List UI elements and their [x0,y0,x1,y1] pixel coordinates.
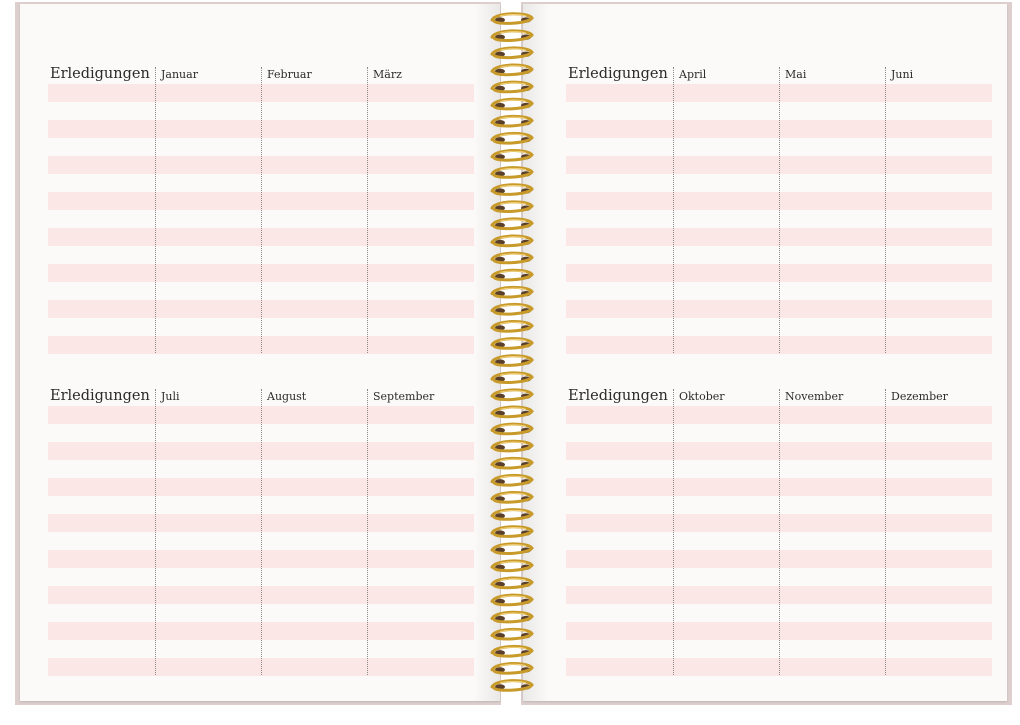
spiral-binding [486,10,536,700]
month-label: August [267,390,307,403]
column-divider [367,389,368,675]
column-divider [261,389,262,675]
planner-block-q2 [566,64,992,364]
month-label: Oktober [679,390,725,403]
spiral-ring [492,31,532,41]
spiral-ring [492,253,532,263]
spiral-ring [492,424,532,434]
spiral-ring [492,48,532,58]
spiral-ring [492,493,532,503]
spiral-ring [492,219,532,229]
month-label: Januar [161,68,198,81]
spiral-ring [492,578,532,588]
spiral-ring [492,322,532,332]
spiral-ring [492,475,532,485]
spiral-ring [492,629,532,639]
spiral-ring [492,99,532,109]
spiral-ring [492,82,532,92]
month-label: Februar [267,68,312,81]
column-divider [367,67,368,353]
spiral-ring [492,561,532,571]
month-label: November [785,390,844,403]
planner-block-q1 [48,64,474,364]
spiral-ring [492,373,532,383]
spiral-ring [492,612,532,622]
month-label: Dezember [891,390,948,403]
spiral-ring [492,527,532,537]
spiral-ring [492,65,532,75]
spiral-ring [492,510,532,520]
spiral-ring [492,544,532,554]
spiral-ring [492,356,532,366]
block-title: Erledigungen [568,66,668,82]
spiral-ring [492,133,532,143]
column-divider [673,389,674,675]
spiral-ring [492,185,532,195]
block-title: Erledigungen [50,66,150,82]
month-label: Juni [891,68,914,81]
spiral-ring [492,595,532,605]
spiral-ring [492,458,532,468]
column-divider [155,389,156,675]
spiral-ring [492,287,532,297]
column-divider [885,67,886,353]
spiral-ring [492,304,532,314]
spiral-ring [492,270,532,280]
column-divider [261,67,262,353]
month-label: April [679,68,707,81]
spiral-ring [492,407,532,417]
spiral-ring [492,664,532,674]
block-title: Erledigungen [568,388,668,404]
spiral-ring [492,202,532,212]
spiral-ring [492,168,532,178]
spiral-ring [492,681,532,691]
column-divider [885,389,886,675]
planner-block-q3 [48,386,474,686]
column-divider [779,67,780,353]
month-label: Juli [161,390,180,403]
planner-block-q4 [566,386,992,686]
month-label: Mai [785,68,807,81]
column-divider [155,67,156,353]
block-title: Erledigungen [50,388,150,404]
spiral-ring [492,151,532,161]
spiral-ring [492,236,532,246]
spiral-ring [492,441,532,451]
month-label: März [373,68,402,81]
spiral-ring [492,14,532,24]
column-divider [673,67,674,353]
column-divider [779,389,780,675]
month-label: September [373,390,435,403]
spiral-ring [492,339,532,349]
spiral-ring [492,116,532,126]
spiral-ring [492,646,532,656]
spiral-ring [492,390,532,400]
